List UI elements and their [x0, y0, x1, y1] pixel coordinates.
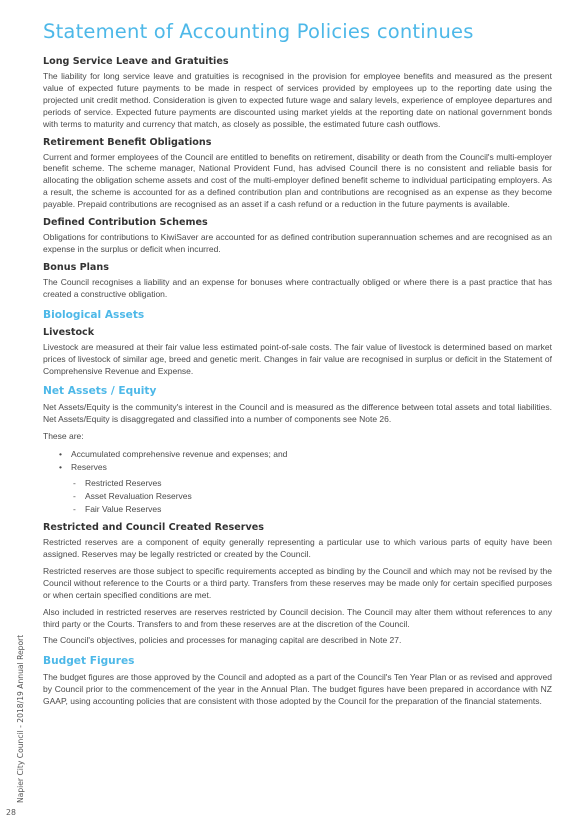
report-side-label: Napier City Council - 2018/19 Annual Report [16, 634, 25, 803]
paragraph-net-assets-equity: Net Assets/Equity is the community's interest in the Council and is measured as the difference between total assets and total liabilities. Net Assets/Equity is disaggregated and classified into a number of components see Note 26. [43, 402, 552, 425]
bullet-marker: • [59, 449, 62, 460]
heading-net-assets-equity: Net Assets / Equity [43, 385, 157, 398]
heading-restricted-reserves: Restricted and Council Created Reserves [43, 522, 264, 534]
heading-long-service-leave: Long Service Leave and Gratuities [43, 56, 229, 67]
paragraph-restricted-4: The Council's objectives, policies and processes for managing capital are described in Note 27. [43, 635, 402, 646]
list-item [43, 448, 552, 461]
paragraph-livestock: Livestock are measured at their fair value less estimated point-of-sale costs. The fair value of livestock is determined based on market prices of livestock of similar age, breed and genetic merit. Changes in fair value are recognised in surplus or deficit in the Statement of Comprehensive Revenue and Expense. [43, 341, 552, 376]
dash-marker: - [73, 477, 76, 488]
paragraph-bonus-plans: The Council recognises a liability and an expense for bonuses where contractually obliged or where there is a past practice that has created a constructive obligation. [43, 276, 552, 299]
list-item-label: Accumulated comprehensive revenue and expenses; and [71, 449, 288, 460]
list-item-label: Asset Revaluation Reserves [85, 490, 192, 501]
list-item-label: Reserves [71, 462, 107, 473]
page-number: 28 [6, 808, 16, 817]
paragraph-restricted-3: Also included in restricted reserves are reserves restricted by Council decision. The Council may alter them without references to any third party or the Courts. Transfers to and from these reserves are at the discretion of the Council. [43, 606, 552, 629]
heading-defined-contribution: Defined Contribution Schemes [43, 217, 208, 229]
heading-biological-assets: Biological Assets [43, 308, 145, 321]
list-item [43, 490, 552, 503]
dash-marker: - [73, 503, 76, 514]
list-item [43, 477, 552, 490]
equity-components-list [43, 448, 552, 474]
dash-marker: - [73, 490, 76, 501]
list-item [43, 461, 552, 474]
paragraph-long-service-leave: The liability for long service leave and gratuities is recognised in the provision for employee benefits and measured as the present value of expected future payments to be made in respect of services provided by employees up to the reporting date using the projected unit credit method. Consideration is given to expected future wage and salary levels, experience of employee departures and periods of service. Expected future payments are discounted using market yields at the reporting date on national government bonds with terms to maturity and currency that match, as closely as possible, the estimated future cash outflows. [43, 71, 552, 129]
document-body [43, 55, 552, 713]
reserves-sub-list [43, 477, 552, 517]
list-item-label: Restricted Reserves [85, 477, 162, 488]
page-title: Statement of Accounting Policies continues [43, 20, 474, 43]
bullet-marker: • [59, 462, 62, 473]
list-item [43, 503, 552, 516]
paragraph-restricted-1: Restricted reserves are a component of equity generally representing a particular use to which various parts of equity have been assigned. Reserves may be legally restricted or created by the Council. [43, 537, 552, 560]
list-item-label: Fair Value Reserves [85, 503, 162, 514]
heading-bonus-plans: Bonus Plans [43, 261, 109, 273]
paragraph-retirement-benefit: Current and former employees of the Council are entitled to benefits on retirement, disability or death from the Council's multi-employer benefit scheme. The scheme manager, National Provident Fund, has advised Council there is no consistent and reliable basis for allocating the obligation scheme assets and cost of the multi-employer defined benefit scheme to individual participating employers. As a result, the scheme is accounted for as a defined contribution plan and contributions are recognised as an expense as they become payable. Prepaid contributions are recognised as an asset if a cash refund or a reduction in the future payments is available. [43, 151, 552, 210]
heading-budget-figures: Budget Figures [43, 655, 135, 668]
paragraph-budget-figures: The budget figures are those approved by the Council and adopted as a part of the Council's Ten Year Plan or as revised and approved by Council prior to the commencement of the year in the Annual Plan. The budget figures have been prepared in accordance with NZ GAAP, using accounting policies that are consistent with those adopted by the Council for the preparation of the financial statements. [43, 672, 552, 707]
paragraph-restricted-2: Restricted reserves are those subject to specific requirements accepted as binding by the Council and which may not be revised by the Council without reference to the Courts or a third party. Transfers from these reserves may be made only for certain specified purposes or when certain specified conditions are met. [43, 565, 552, 600]
heading-livestock: Livestock [43, 326, 95, 338]
paragraph-these-are: These are: [43, 431, 84, 442]
paragraph-defined-contribution: Obligations for contributions to KiwiSaver are accounted for as defined contribution superannuation schemes and are recognised as an expense in the surplus or deficit when incurred. [43, 232, 552, 254]
heading-retirement-benefit: Retirement Benefit Obligations [43, 136, 212, 148]
